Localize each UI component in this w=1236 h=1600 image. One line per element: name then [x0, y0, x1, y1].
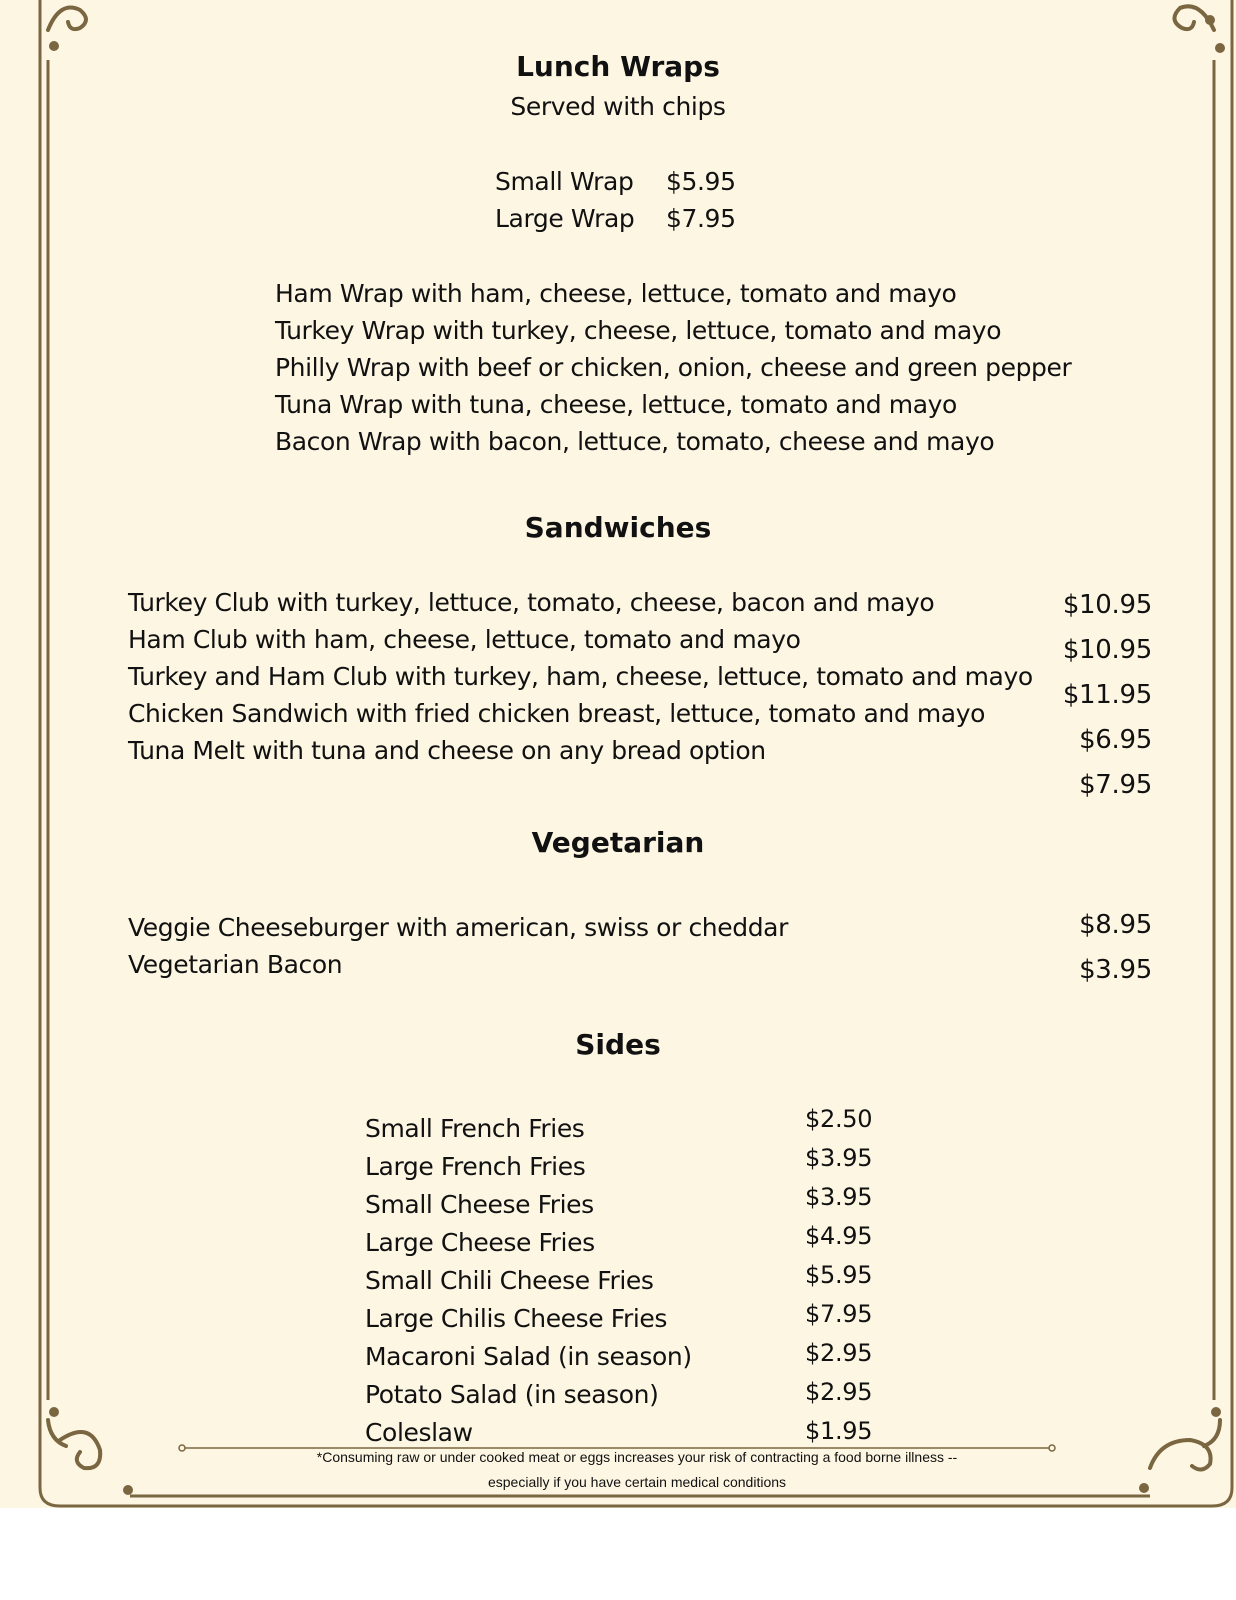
sides-title: Sides: [575, 1028, 661, 1061]
vegetarian-price: $3.95: [1079, 955, 1152, 985]
wrap-item: Tuna Wrap with tuna, cheese, lettuce, tomato and mayo: [275, 390, 957, 419]
size-small-wrap: Small Wrap: [495, 167, 634, 196]
sandwich-price: $7.95: [1079, 770, 1152, 800]
side-item: Small Chili Cheese Fries: [365, 1266, 654, 1295]
side-price: $1.95: [805, 1417, 873, 1445]
wrap-item: Philly Wrap with beef or chicken, onion, cheese and green pepper: [275, 353, 1072, 382]
food-safety-note-line2: especially if you have certain medical conditions: [487, 1474, 787, 1490]
food-safety-note-line1: *Consuming raw or under cooked meat or eggs increases your risk of contracting a food borne illness --: [316, 1449, 958, 1465]
sandwich-item: Turkey and Ham Club with turkey, ham, cheese, lettuce, tomato and mayo: [128, 662, 1033, 691]
side-item: Large French Fries: [365, 1152, 586, 1181]
vegetarian-price: $8.95: [1079, 910, 1152, 940]
sandwich-price: $10.95: [1062, 635, 1152, 665]
lunch-wraps-subtitle: Served with chips: [510, 92, 726, 121]
side-item: Coleslaw: [365, 1418, 473, 1447]
side-item: Macaroni Salad (in season): [365, 1342, 692, 1371]
side-price: $4.95: [805, 1222, 873, 1250]
wrap-item: Turkey Wrap with turkey, cheese, lettuce, tomato and mayo: [275, 316, 1002, 345]
sandwich-item: Turkey Club with turkey, lettuce, tomato, cheese, bacon and mayo: [128, 588, 935, 617]
wrap-item: Ham Wrap with ham, cheese, lettuce, tomato and mayo: [275, 279, 957, 308]
side-price: $3.95: [805, 1183, 873, 1211]
price-small-wrap: $5.95: [666, 167, 736, 196]
vegetarian-item: Veggie Cheeseburger with american, swiss or cheddar: [128, 913, 788, 942]
vegetarian-item: Vegetarian Bacon: [128, 950, 343, 979]
side-price: $2.95: [805, 1378, 873, 1406]
side-item: Large Cheese Fries: [365, 1228, 595, 1257]
side-item: Small French Fries: [365, 1114, 585, 1143]
sandwich-price: $10.95: [1062, 590, 1152, 620]
side-price: $5.95: [805, 1261, 873, 1289]
sandwich-item: Chicken Sandwich with fried chicken breast, lettuce, tomato and mayo: [128, 699, 986, 728]
size-large-wrap: Large Wrap: [495, 204, 635, 233]
sandwich-item: Tuna Melt with tuna and cheese on any bread option: [128, 736, 766, 765]
sandwich-price: $11.95: [1062, 680, 1152, 710]
price-large-wrap: $7.95: [666, 204, 736, 233]
side-price: $2.95: [805, 1339, 873, 1367]
wrap-item: Bacon Wrap with bacon, lettuce, tomato, cheese and mayo: [275, 427, 995, 456]
side-item: Small Cheese Fries: [365, 1190, 594, 1219]
side-price: $2.50: [805, 1105, 873, 1133]
sandwich-item: Ham Club with ham, cheese, lettuce, tomato and mayo: [128, 625, 801, 654]
lunch-wraps-title: Lunch Wraps: [516, 50, 720, 83]
sandwiches-title: Sandwiches: [524, 511, 712, 544]
side-price: $7.95: [805, 1300, 873, 1328]
side-item: Potato Salad (in season): [365, 1380, 659, 1409]
side-price: $3.95: [805, 1144, 873, 1172]
side-item: Large Chilis Cheese Fries: [365, 1304, 667, 1333]
vegetarian-title: Vegetarian: [531, 826, 705, 859]
sandwich-price: $6.95: [1079, 725, 1152, 755]
